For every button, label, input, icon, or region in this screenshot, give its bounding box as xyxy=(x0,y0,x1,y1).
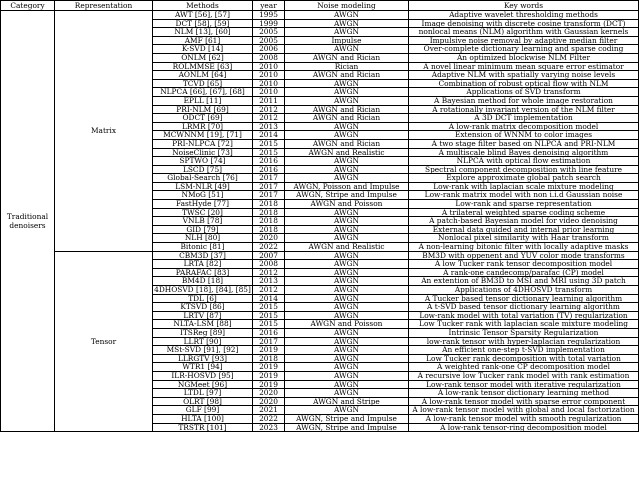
method-cell: LLRGTV [93] xyxy=(153,354,253,363)
noise-modeling-cell: AWGN and Realistic xyxy=(285,148,409,157)
method-cell: BM4D [18] xyxy=(153,277,253,286)
noise-modeling-cell: AWGN xyxy=(285,363,409,372)
key-words-cell: A patch-based Bayesian model for video denoising xyxy=(409,217,639,226)
key-words-cell: Low-rank and sparse representation xyxy=(409,200,639,209)
key-words-cell: BM3D with oppenent and YUV color mode transforms xyxy=(409,251,639,260)
method-cell: ILR-HOSVD [95] xyxy=(153,371,253,380)
year-cell: 2018 xyxy=(253,217,285,226)
noise-modeling-cell: AWGN xyxy=(285,251,409,260)
method-cell: LSCD [75] xyxy=(153,165,253,174)
method-cell: PRI-NLM [69] xyxy=(153,105,253,114)
year-cell: 2015 xyxy=(253,139,285,148)
method-cell: LTDL [97] xyxy=(153,389,253,398)
year-cell: 2015 xyxy=(253,311,285,320)
year-cell: 2020 xyxy=(253,397,285,406)
method-cell: ODCT [69] xyxy=(153,114,253,123)
key-words-cell: Explore approximate global patch search xyxy=(409,174,639,183)
key-words-cell: A low-rank tensor dictionary learning method xyxy=(409,389,639,398)
noise-modeling-cell: AWGN and Rician xyxy=(285,139,409,148)
key-words-cell: A multiscale blind Bayes denoising algorithm xyxy=(409,148,639,157)
category-cell: Traditional denoisers xyxy=(1,11,55,432)
year-cell: 2019 xyxy=(253,346,285,355)
noise-modeling-cell: AWGN xyxy=(285,165,409,174)
key-words-cell: Low-rank matrix model with non i.i.d Gaussian noise xyxy=(409,191,639,200)
year-cell: 2020 xyxy=(253,389,285,398)
key-words-cell: A 3D DCT implementation xyxy=(409,114,639,123)
key-words-cell: Low Tucker rank decomposition with total variation xyxy=(409,354,639,363)
noise-modeling-cell: AWGN and Poisson xyxy=(285,200,409,209)
key-words-cell: A low Tucker rank tensor decomposition model xyxy=(409,260,639,269)
key-words-cell: An efficient one-step t-SVD implementation xyxy=(409,346,639,355)
key-words-cell: Low-rank with laplacian scale mixture modeling xyxy=(409,182,639,191)
year-cell: 2008 xyxy=(253,260,285,269)
noise-modeling-cell: AWGN and Poisson xyxy=(285,320,409,329)
key-words-cell: A Tucker based tensor dictionary learning algorithm xyxy=(409,294,639,303)
year-cell: 2022 xyxy=(253,243,285,252)
method-cell: NLTA-LSM [88] xyxy=(153,320,253,329)
method-cell: AMF [61] xyxy=(153,36,253,45)
noise-modeling-cell: AWGN xyxy=(285,260,409,269)
key-words-cell: Adaptive NLM with spatially varying noise levels xyxy=(409,71,639,80)
header-category: Category xyxy=(1,1,55,11)
table-row xyxy=(1,251,639,260)
method-cell: TCVD [65] xyxy=(153,79,253,88)
method-cell: CBM3D [37] xyxy=(153,251,253,260)
method-cell: VNLB [78] xyxy=(153,217,253,226)
method-cell: PRI-NLPCA [72] xyxy=(153,139,253,148)
year-cell: 2015 xyxy=(253,320,285,329)
noise-modeling-cell: AWGN xyxy=(285,174,409,183)
key-words-cell: External data guided and internal prior learning xyxy=(409,225,639,234)
key-words-cell: Extension of WNNM to color images xyxy=(409,131,639,140)
method-cell: LRTV [87] xyxy=(153,311,253,320)
key-words-cell: Image denoising with discrete cosine transform (DCT) xyxy=(409,19,639,28)
key-words-cell: A low-rank tensor model with sparse error component xyxy=(409,397,639,406)
year-cell: 2013 xyxy=(253,277,285,286)
key-words-cell: A two stage filter based on NLPCA and PRI-NLM xyxy=(409,139,639,148)
key-words-cell: A low-rank matrix decomposition model xyxy=(409,122,639,131)
method-cell: HLTA [100] xyxy=(153,414,253,423)
year-cell: 2007 xyxy=(253,251,285,260)
table-row xyxy=(1,11,639,20)
method-cell: MCWNNM [19], [71] xyxy=(153,131,253,140)
method-cell: ONLM [62] xyxy=(153,53,253,62)
header-row xyxy=(1,1,639,11)
year-cell: 2012 xyxy=(253,105,285,114)
method-cell: LRTA [82] xyxy=(153,260,253,269)
year-cell: 2011 xyxy=(253,96,285,105)
year-cell: 2017 xyxy=(253,191,285,200)
year-cell: 2015 xyxy=(253,303,285,312)
noise-modeling-cell: AWGN xyxy=(285,268,409,277)
key-words-cell: An optimized blockwise NLM Filter xyxy=(409,53,639,62)
noise-modeling-cell: AWGN xyxy=(285,96,409,105)
year-cell: 2013 xyxy=(253,122,285,131)
header-noise-modeling: Noise modeling xyxy=(285,1,409,11)
year-cell: 1995 xyxy=(253,11,285,20)
noise-modeling-cell: AWGN xyxy=(285,380,409,389)
method-cell: LLRT [90] xyxy=(153,337,253,346)
noise-modeling-cell: AWGN xyxy=(285,303,409,312)
key-words-cell: A rank-one candecomp/parafac (CP) model xyxy=(409,268,639,277)
noise-modeling-cell: AWGN and Rician xyxy=(285,53,409,62)
noise-modeling-cell: Impulse xyxy=(285,36,409,45)
noise-modeling-cell: AWGN xyxy=(285,28,409,37)
method-cell: OLRT [98] xyxy=(153,397,253,406)
key-words-cell: Low Tucker rank with laplacian scale mixture modeling xyxy=(409,320,639,329)
method-cell: FastHyde [77] xyxy=(153,200,253,209)
key-words-cell: Low-rank tensor model with iterative regularization xyxy=(409,380,639,389)
method-cell: DCT [58], [59] xyxy=(153,19,253,28)
noise-modeling-cell: AWGN xyxy=(285,11,409,20)
noise-modeling-cell: AWGN xyxy=(285,389,409,398)
year-cell: 2015 xyxy=(253,148,285,157)
key-words-cell: A low-rank tensor-ring decomposition model xyxy=(409,423,639,432)
header-year: year xyxy=(253,1,285,11)
year-cell: 1999 xyxy=(253,19,285,28)
key-words-cell: A non-learning bitonic filter with locally adaptive masks xyxy=(409,243,639,252)
method-cell: ROLMMSE [63] xyxy=(153,62,253,71)
noise-modeling-cell: AWGN xyxy=(285,131,409,140)
year-cell: 2005 xyxy=(253,28,285,37)
year-cell: 2006 xyxy=(253,45,285,54)
key-words-cell: Low-rank model with total variation (TV) regularization xyxy=(409,311,639,320)
noise-modeling-cell: AWGN xyxy=(285,79,409,88)
noise-modeling-cell: AWGN and Rician xyxy=(285,71,409,80)
key-words-cell: NLPCA with optical flow estimation xyxy=(409,157,639,166)
method-cell: NLH [80] xyxy=(153,234,253,243)
noise-modeling-cell: AWGN xyxy=(285,122,409,131)
key-words-cell: Intrinsic Tensor Sparsity Regularization xyxy=(409,328,639,337)
key-words-cell: An extention of BM3D to MSI and MRI using 3D patch xyxy=(409,277,639,286)
year-cell: 2018 xyxy=(253,208,285,217)
method-cell: TWSC [20] xyxy=(153,208,253,217)
key-words-cell: Applications of SVD transform xyxy=(409,88,639,97)
key-words-cell: A low-rank tensor model with smooth regularization xyxy=(409,414,639,423)
year-cell: 2012 xyxy=(253,268,285,277)
method-cell: SPTWO [74] xyxy=(153,157,253,166)
method-cell: LRMR [70] xyxy=(153,122,253,131)
year-cell: 2023 xyxy=(253,423,285,432)
key-words-cell: Combination of robust optical flow with NLM xyxy=(409,79,639,88)
noise-modeling-cell: AWGN and Rician xyxy=(285,105,409,114)
noise-modeling-cell: AWGN, Stripe and Impulse xyxy=(285,414,409,423)
key-words-cell: A trilateral weighted sparse coding scheme xyxy=(409,208,639,217)
year-cell: 2010 xyxy=(253,71,285,80)
noise-modeling-cell: AWGN xyxy=(285,88,409,97)
year-cell: 2016 xyxy=(253,328,285,337)
key-words-cell: Impulsive noise removal by adaptive median filter xyxy=(409,36,639,45)
year-cell: 2012 xyxy=(253,286,285,295)
key-words-cell: A rotationally invariant version of the NLM filter xyxy=(409,105,639,114)
key-words-cell: A recursive low Tucker rank model with rank estimation xyxy=(409,371,639,380)
key-words-cell: A low-rank tensor model with global and local factorization xyxy=(409,406,639,415)
method-cell: 4DHOSVD [18], [84], [85] xyxy=(154,285,251,294)
method-cell: GID [79] xyxy=(153,225,253,234)
noise-modeling-cell: AWGN, Poisson and Impulse xyxy=(285,182,409,191)
year-cell: 2017 xyxy=(253,174,285,183)
year-cell: 2019 xyxy=(253,363,285,372)
table-header xyxy=(1,1,639,11)
method-cell: NoiseClinic [73] xyxy=(153,148,253,157)
method-cell: TRSTR [101] xyxy=(153,423,253,432)
noise-modeling-cell: AWGN, Stripe and Impulse xyxy=(285,423,409,432)
noise-modeling-cell: AWGN xyxy=(285,286,409,295)
noise-modeling-cell: AWGN xyxy=(285,406,409,415)
noise-modeling-cell: AWGN xyxy=(285,371,409,380)
method-cell: WTR1 [94] xyxy=(153,363,253,372)
method-cell: AWT [56], [57] xyxy=(153,11,253,20)
method-cell: PARAFAC [83] xyxy=(153,268,253,277)
noise-modeling-cell: AWGN xyxy=(285,346,409,355)
year-cell: 2018 xyxy=(253,354,285,363)
year-cell: 2019 xyxy=(253,380,285,389)
method-cell: TDL [6] xyxy=(153,294,253,303)
method-cell: NGMeet [96] xyxy=(153,380,253,389)
year-cell: 2016 xyxy=(253,165,285,174)
representation-cell: Tensor xyxy=(55,251,153,431)
noise-modeling-cell: AWGN xyxy=(285,354,409,363)
method-cell: ITSReg [89] xyxy=(153,328,253,337)
key-words-cell: nonlocal means (NLM) algorithm with Gaussian kernels xyxy=(409,28,639,37)
year-cell: 2010 xyxy=(253,62,285,71)
year-cell: 2014 xyxy=(253,294,285,303)
year-cell: 2018 xyxy=(253,225,285,234)
noise-modeling-cell: AWGN xyxy=(285,294,409,303)
noise-modeling-cell: AWGN xyxy=(285,19,409,28)
table-body xyxy=(1,11,639,432)
key-words-cell: A t-SVD based tensor dictionary learning algorithm xyxy=(409,303,639,312)
noise-modeling-cell: AWGN xyxy=(285,277,409,286)
method-cell: Global-Search [76] xyxy=(153,174,253,183)
year-cell: 2021 xyxy=(253,406,285,415)
noise-modeling-cell: AWGN xyxy=(285,45,409,54)
year-cell: 2014 xyxy=(253,131,285,140)
year-cell: 2012 xyxy=(253,114,285,123)
year-cell: 2016 xyxy=(253,157,285,166)
noise-modeling-cell: AWGN xyxy=(285,157,409,166)
year-cell: 2010 xyxy=(253,88,285,97)
method-cell: Bitonic [81] xyxy=(153,243,253,252)
noise-modeling-cell: Rician xyxy=(285,62,409,71)
header-methods: Methods xyxy=(153,1,253,11)
key-words-cell: Spectral component decomposition with line feature xyxy=(409,165,639,174)
method-cell: NLM [13], [60] xyxy=(153,28,253,37)
noise-modeling-cell: AWGN and Stripe xyxy=(285,397,409,406)
key-words-cell: Over-complete dictionary learning and sparse coding xyxy=(409,45,639,54)
year-cell: 2005 xyxy=(253,36,285,45)
noise-modeling-cell: AWGN, Stripe and Impulse xyxy=(285,191,409,200)
noise-modeling-cell: AWGN xyxy=(285,328,409,337)
key-words-cell: A weighted rank-one CP decomposition model xyxy=(409,363,639,372)
header-key-words: Key words xyxy=(409,1,639,11)
year-cell: 2008 xyxy=(253,53,285,62)
year-cell: 2018 xyxy=(253,200,285,209)
method-cell: AONLM [64] xyxy=(153,71,253,80)
method-cell: KTSVD [86] xyxy=(153,303,253,312)
method-cell: NLPCA [66], [67], [68] xyxy=(153,88,253,97)
noise-modeling-cell: AWGN xyxy=(285,208,409,217)
key-words-cell: A novel linear minimum mean square error estimator xyxy=(409,62,639,71)
key-words-cell: Applications of 4DHOSVD transform xyxy=(409,286,639,295)
key-words-cell: low-rank tensor with hyper-laplacian regularization xyxy=(409,337,639,346)
noise-modeling-cell: AWGN and Realistic xyxy=(285,243,409,252)
noise-modeling-cell: AWGN xyxy=(285,217,409,226)
method-cell: GLF [99] xyxy=(153,406,253,415)
noise-modeling-cell: AWGN xyxy=(285,311,409,320)
noise-modeling-cell: AWGN xyxy=(285,234,409,243)
year-cell: 2020 xyxy=(253,234,285,243)
year-cell: 2017 xyxy=(253,182,285,191)
method-cell: LSM-NLR [49] xyxy=(153,182,253,191)
representation-cell: Matrix xyxy=(55,11,153,252)
header-representation: Representation xyxy=(55,1,153,11)
key-words-cell: Adaptive wavelet thresholding methods xyxy=(409,11,639,20)
method-cell: K-SVD [14] xyxy=(153,45,253,54)
method-cell: MSt-SVD [91], [92] xyxy=(153,346,253,355)
noise-modeling-cell: AWGN and Rician xyxy=(285,114,409,123)
year-cell: 2010 xyxy=(253,79,285,88)
year-cell: 2022 xyxy=(253,414,285,423)
key-words-cell: Nonlocal pixel similarity with Haar transform xyxy=(409,234,639,243)
year-cell: 2019 xyxy=(253,371,285,380)
noise-modeling-cell: AWGN xyxy=(285,337,409,346)
year-cell: 2017 xyxy=(253,337,285,346)
method-cell: NMoG [51] xyxy=(153,191,253,200)
noise-modeling-cell: AWGN xyxy=(285,225,409,234)
key-words-cell: A Bayesian method for whole image restoration xyxy=(409,96,639,105)
method-cell: EPLL [11] xyxy=(153,96,253,105)
